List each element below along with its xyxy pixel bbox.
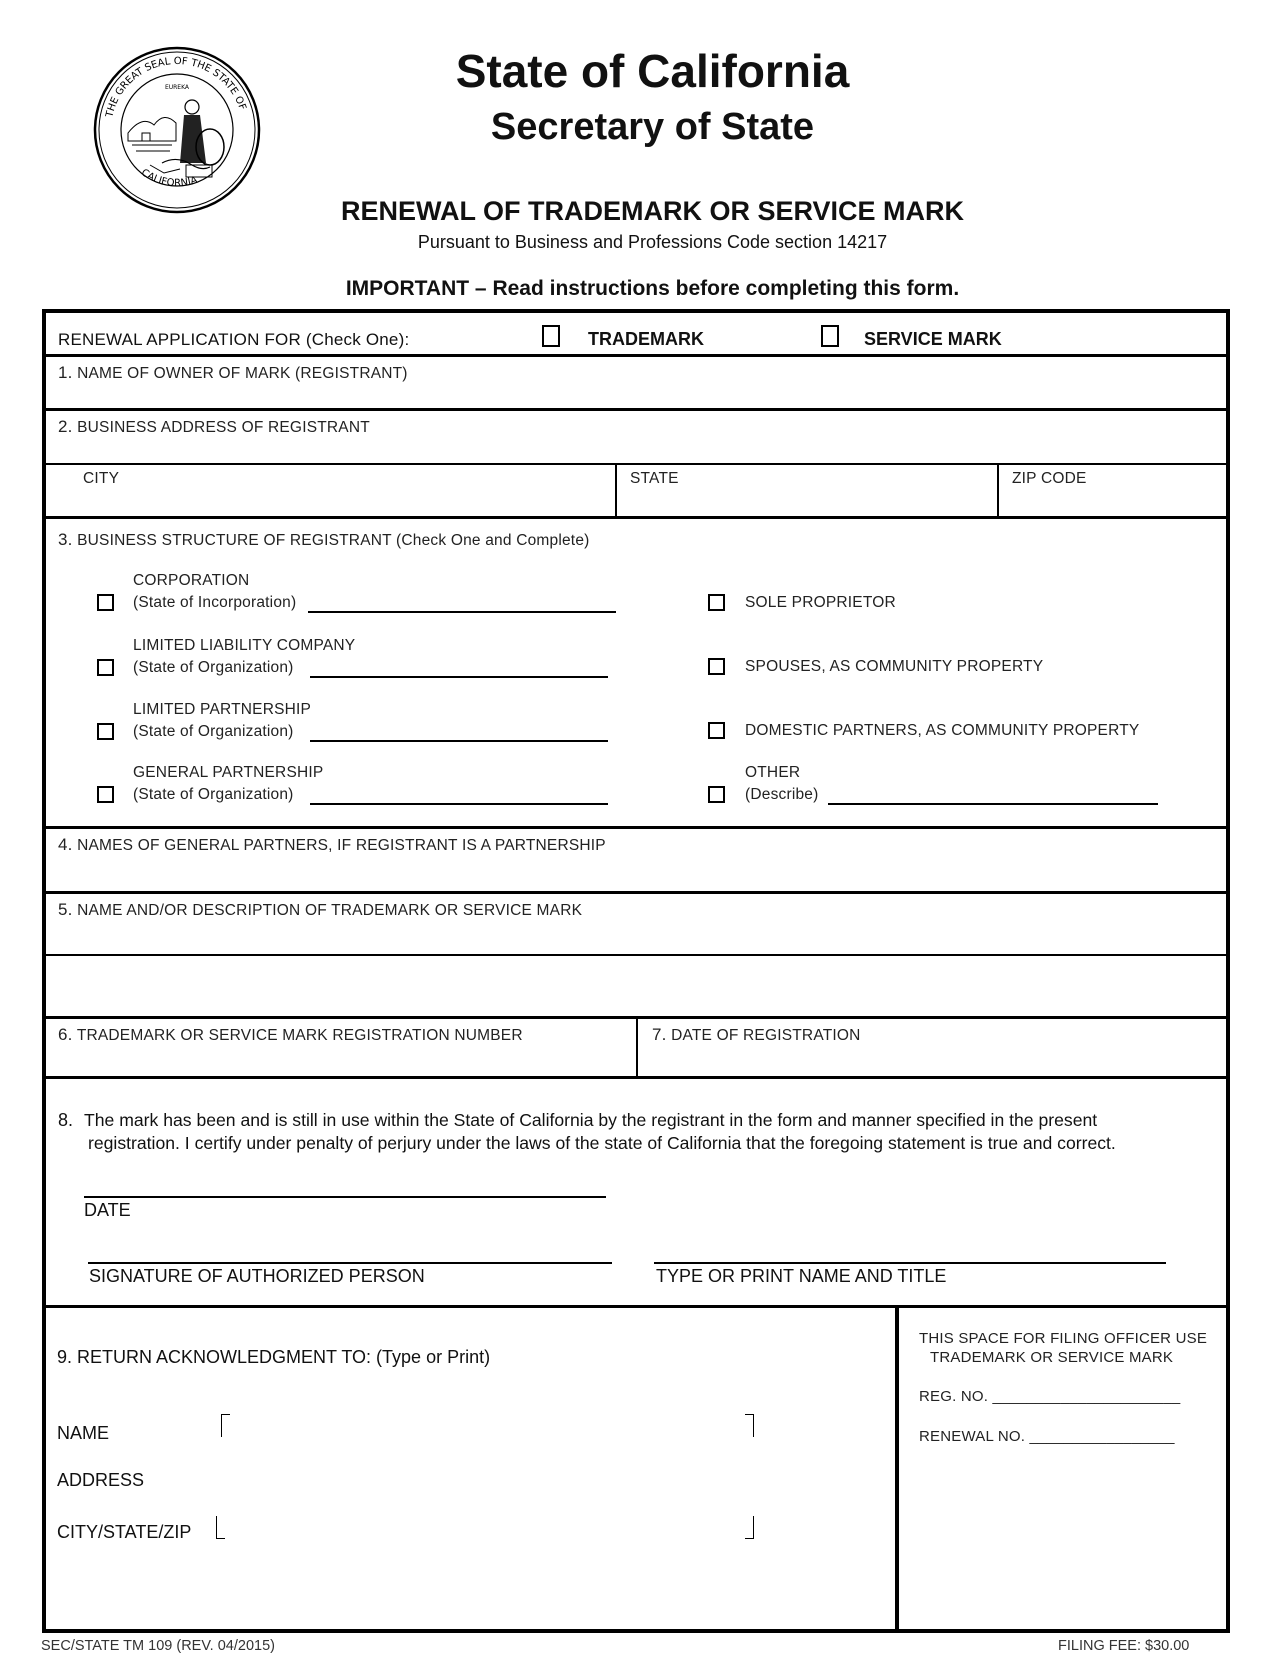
- gp-state-line[interactable]: [310, 803, 608, 805]
- lp-checkbox[interactable]: [97, 723, 114, 740]
- trademark-option-label: TRADEMARK: [588, 329, 704, 349]
- other-checkbox[interactable]: [708, 786, 725, 803]
- service-mark-checkbox[interactable]: [821, 325, 839, 347]
- divider: [42, 826, 1230, 829]
- office-renewal-no: RENEWAL NO. _________________: [919, 1428, 1175, 1445]
- bracket-bottom-right: [745, 1516, 754, 1539]
- item8-number: 8.: [58, 1110, 74, 1130]
- divider-vertical: [636, 1016, 638, 1076]
- item1-label: [58, 363, 408, 383]
- gp-checkbox[interactable]: [97, 786, 114, 803]
- other-label: OTHER: [745, 764, 801, 781]
- service-mark-option-label: SERVICE MARK: [864, 329, 1002, 349]
- mark-description-field[interactable]: [46, 920, 1226, 1012]
- corporation-label: CORPORATION: [133, 572, 250, 589]
- important-notice: IMPORTANT – Read instructions before completing this form.: [345, 277, 960, 300]
- item2-label: [58, 417, 370, 437]
- llc-checkbox[interactable]: [97, 659, 114, 676]
- print-name-line[interactable]: [654, 1262, 1166, 1264]
- return-address-field[interactable]: [220, 1414, 756, 1546]
- return-name-label: NAME: [57, 1423, 110, 1443]
- divider: [42, 516, 1230, 519]
- item4-label: [58, 835, 606, 855]
- certification-text-line2: registration. I certify under penalty of perjury under the laws of the state of California that the foregoing statement is true and correct.: [88, 1133, 1116, 1153]
- item6-label: [58, 1025, 523, 1045]
- page-title-office: Secretary of State: [490, 106, 815, 148]
- divider-vertical: [615, 463, 617, 516]
- item-text: NAME OF OWNER OF MARK (REGISTRANT): [77, 365, 408, 382]
- seal-bottom-text: CALIFORNIA: [139, 167, 199, 190]
- other-sublabel: (Describe): [745, 786, 819, 803]
- seal-motto: EUREKA: [164, 84, 190, 91]
- divider-vertical: [997, 463, 999, 516]
- filing-fee: FILING FEE: $30.00: [1058, 1638, 1190, 1654]
- state-field[interactable]: [620, 488, 992, 512]
- item-number: 1.: [58, 363, 73, 382]
- item-number: 2.: [58, 417, 73, 436]
- item7-label: [652, 1025, 861, 1045]
- return-city-state-zip-label: CITY/STATE/ZIP: [57, 1522, 192, 1542]
- certification-text-line1: The mark has been and is still in use within the State of California by the registrant in the form and manner specified in the present: [84, 1110, 1098, 1130]
- general-partners-field[interactable]: [46, 856, 1226, 886]
- item-number: 7.: [652, 1025, 667, 1044]
- registration-number-field[interactable]: [46, 1046, 632, 1072]
- renewal-label: RENEWAL APPLICATION FOR (Check One):: [58, 330, 410, 349]
- lp-state-line[interactable]: [310, 740, 608, 742]
- signature-label: SIGNATURE OF AUTHORIZED PERSON: [89, 1266, 425, 1286]
- divider: [42, 463, 1230, 465]
- form-authority: Pursuant to Business and Professions Code section 14217: [417, 232, 888, 252]
- item5-label: [58, 900, 582, 920]
- trademark-checkbox[interactable]: [542, 325, 560, 347]
- item-text: BUSINESS STRUCTURE OF REGISTRANT (Check One and Complete): [77, 532, 590, 549]
- spouses-checkbox[interactable]: [708, 658, 725, 675]
- other-describe-line[interactable]: [828, 803, 1158, 805]
- corporation-checkbox[interactable]: [97, 594, 114, 611]
- city-field[interactable]: [46, 488, 611, 512]
- item-text: DATE OF REGISTRATION: [671, 1027, 861, 1044]
- date-line[interactable]: [84, 1196, 606, 1198]
- state-of-incorporation-line[interactable]: [308, 611, 616, 613]
- zip-label: ZIP CODE: [1012, 470, 1087, 487]
- bracket-top-right: [745, 1414, 754, 1437]
- lp-sublabel: (State of Organization): [133, 723, 294, 740]
- form-title: RENEWAL OF TRADEMARK OR SERVICE MARK: [340, 196, 965, 226]
- gp-sublabel: (State of Organization): [133, 786, 294, 803]
- zip-field[interactable]: [1002, 488, 1226, 512]
- sole-proprietor-checkbox[interactable]: [708, 594, 725, 611]
- form-id: SEC/STATE TM 109 (REV. 04/2015): [41, 1638, 275, 1654]
- corporation-sublabel: (State of Incorporation): [133, 594, 297, 611]
- llc-label: LIMITED LIABILITY COMPANY: [133, 637, 356, 654]
- item3-label: [58, 530, 590, 550]
- owner-name-field[interactable]: [46, 382, 1226, 406]
- bracket-bottom-left: [216, 1516, 225, 1539]
- business-address-field[interactable]: [46, 436, 1226, 460]
- item-number: 3.: [58, 530, 73, 549]
- item-number: 6.: [58, 1025, 73, 1044]
- print-name-label: TYPE OR PRINT NAME AND TITLE: [656, 1266, 947, 1286]
- gp-label: GENERAL PARTNERSHIP: [133, 764, 324, 781]
- llc-sublabel: (State of Organization): [133, 659, 294, 676]
- spouses-label: SPOUSES, AS COMMUNITY PROPERTY: [745, 658, 1044, 675]
- state-label: STATE: [630, 470, 679, 487]
- item-number: 4.: [58, 835, 73, 854]
- llc-state-line[interactable]: [310, 676, 608, 678]
- office-reg-no: REG. NO. ______________________: [919, 1388, 1181, 1405]
- registration-date-field[interactable]: [642, 1046, 1226, 1072]
- item-number: 5.: [58, 900, 73, 919]
- item-text: NAME AND/OR DESCRIPTION OF TRADEMARK OR SERVICE MARK: [77, 902, 583, 919]
- item-text: NAMES OF GENERAL PARTNERS, IF REGISTRANT IS A PARTNERSHIP: [77, 837, 606, 854]
- bracket-top-left: [221, 1414, 230, 1437]
- item-text: TRADEMARK OR SERVICE MARK REGISTRATION NUMBER: [76, 1027, 523, 1044]
- divider: [42, 891, 1230, 894]
- return-address-label: ADDRESS: [57, 1470, 145, 1490]
- signature-line[interactable]: [88, 1262, 612, 1264]
- return-acknowledgment-label: 9. RETURN ACKNOWLEDGMENT TO: (Type or Print): [57, 1347, 491, 1367]
- divider: [42, 408, 1230, 411]
- office-use-subheading: TRADEMARK OR SERVICE MARK: [930, 1349, 1174, 1366]
- divider-vertical: [895, 1305, 899, 1633]
- date-label: DATE: [84, 1200, 131, 1220]
- seal-ring-text: THE GREAT SEAL OF THE STATE OF: [104, 55, 248, 119]
- page-title-state: State of California: [455, 45, 850, 97]
- sole-proprietor-label: SOLE PROPRIETOR: [745, 594, 896, 611]
- office-use-heading: THIS SPACE FOR FILING OFFICER USE: [919, 1330, 1208, 1347]
- domestic-partners-label: DOMESTIC PARTNERS, AS COMMUNITY PROPERTY: [745, 722, 1140, 739]
- divider: [42, 354, 1230, 357]
- city-label: CITY: [83, 470, 120, 487]
- domestic-partners-checkbox[interactable]: [708, 722, 725, 739]
- item-text: BUSINESS ADDRESS OF REGISTRANT: [77, 419, 370, 436]
- divider: [42, 1076, 1230, 1079]
- lp-label: LIMITED PARTNERSHIP: [133, 701, 312, 718]
- divider: [42, 1305, 1230, 1308]
